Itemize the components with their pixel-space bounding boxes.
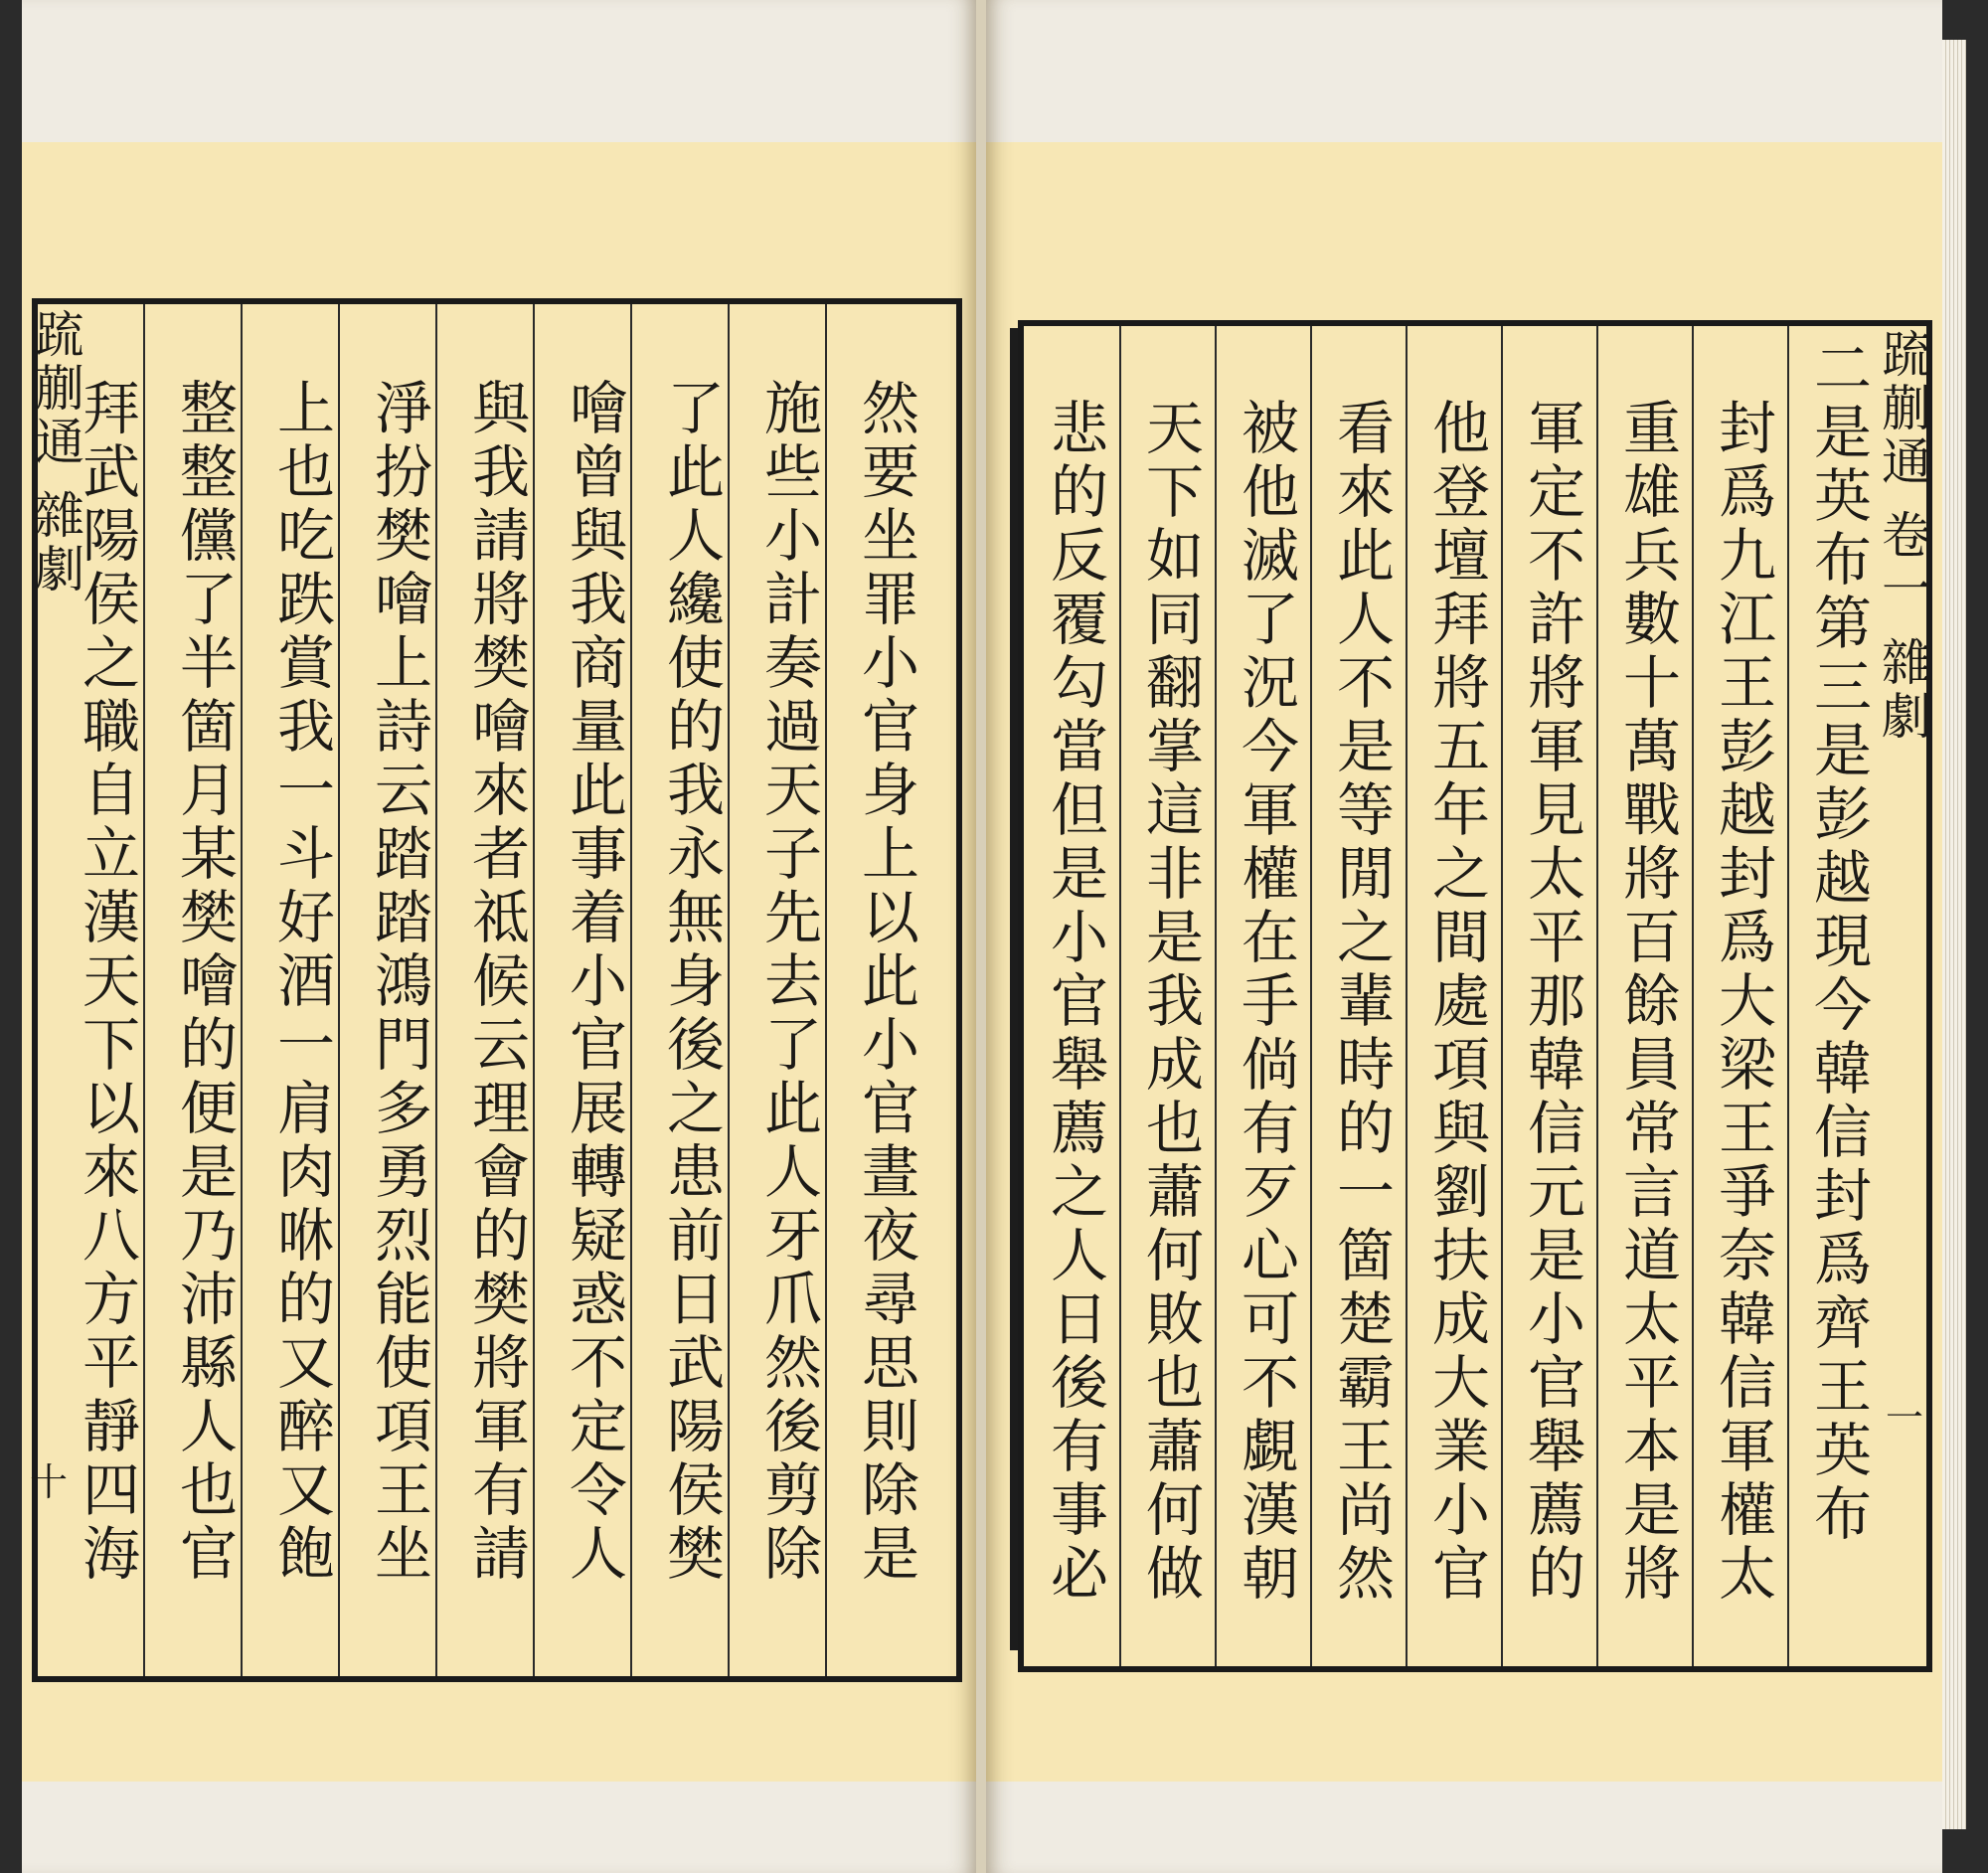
text-column: 施些小計奏過天子先去了此人牙爪然後剪除: [754, 378, 822, 1587]
column-rule: [1596, 326, 1598, 1666]
column-rule: [1501, 326, 1503, 1666]
text-column: 被他滅了況今軍權在手倘有歹心可不覷漢朝: [1232, 398, 1299, 1607]
column-rule: [1406, 326, 1408, 1666]
column-rule: [1310, 326, 1312, 1666]
text-column: 拜武陽侯之職自立漢天下以來八方平靜四海: [73, 378, 140, 1587]
inner-border: [1010, 328, 1018, 1650]
left-page-folio: 十: [30, 1460, 69, 1504]
text-column: 重雄兵數十萬戰將百餘員常言道太平本是將: [1613, 398, 1681, 1607]
column-rule: [1787, 326, 1789, 1666]
text-column: 二是英布第三是彭越現今韓信封爲齊王英布: [1804, 338, 1872, 1547]
text-column: 淨扮樊噲上詩云踏踏鴻門多勇烈能使項王坐: [365, 378, 432, 1587]
text-column: 悲的反覆勾當但是小官舉薦之人日後有事必: [1041, 398, 1108, 1607]
text-column: 然要坐罪小官身上以此小官晝夜尋思則除是: [852, 378, 919, 1587]
text-column: 了此人纔使的我永無身後之患前日武陽侯樊: [657, 378, 725, 1587]
text-column: 與我請將樊噲來者祗候云理會的樊將軍有請: [462, 378, 530, 1587]
text-column: 軍定不許將軍見太平那韓信元是小官舉薦的: [1518, 398, 1585, 1607]
page-edges: [1942, 40, 1966, 1829]
left-page-margin-title: 䟽蒯通 雜劇: [27, 308, 84, 596]
column-rule: [1215, 326, 1217, 1666]
text-column: 上也吃跌賞我一斗好酒一肩肉咻的又醉又飽: [267, 378, 335, 1587]
text-column: 天下如同翻掌這非是我成也蕭何敗也蕭何做: [1136, 398, 1204, 1607]
right-page: [986, 0, 1942, 1873]
text-column: 封爲九江王彭越封爲大梁王爭奈韓信軍權太: [1709, 398, 1776, 1607]
gutter: [976, 0, 986, 1873]
text-column: 他登壇拜將五年之間處項與劉扶成大業小官: [1422, 398, 1490, 1607]
right-page-margin-title: 䟽蒯通 卷一 雜劇: [1874, 328, 1931, 744]
right-page-folio: 一: [1886, 1396, 1924, 1440]
text-column: 噲曾與我商量此事着小官展轉疑惑不定令人: [560, 378, 627, 1587]
column-rule: [1692, 326, 1694, 1666]
left-page: [22, 0, 976, 1873]
text-column: 看來此人不是等閒之輩時的一箇楚霸王尚然: [1327, 398, 1395, 1607]
text-column: 整整儻了半箇月某樊噲的便是乃沛縣人也官: [170, 378, 238, 1587]
column-rule: [1119, 326, 1121, 1666]
